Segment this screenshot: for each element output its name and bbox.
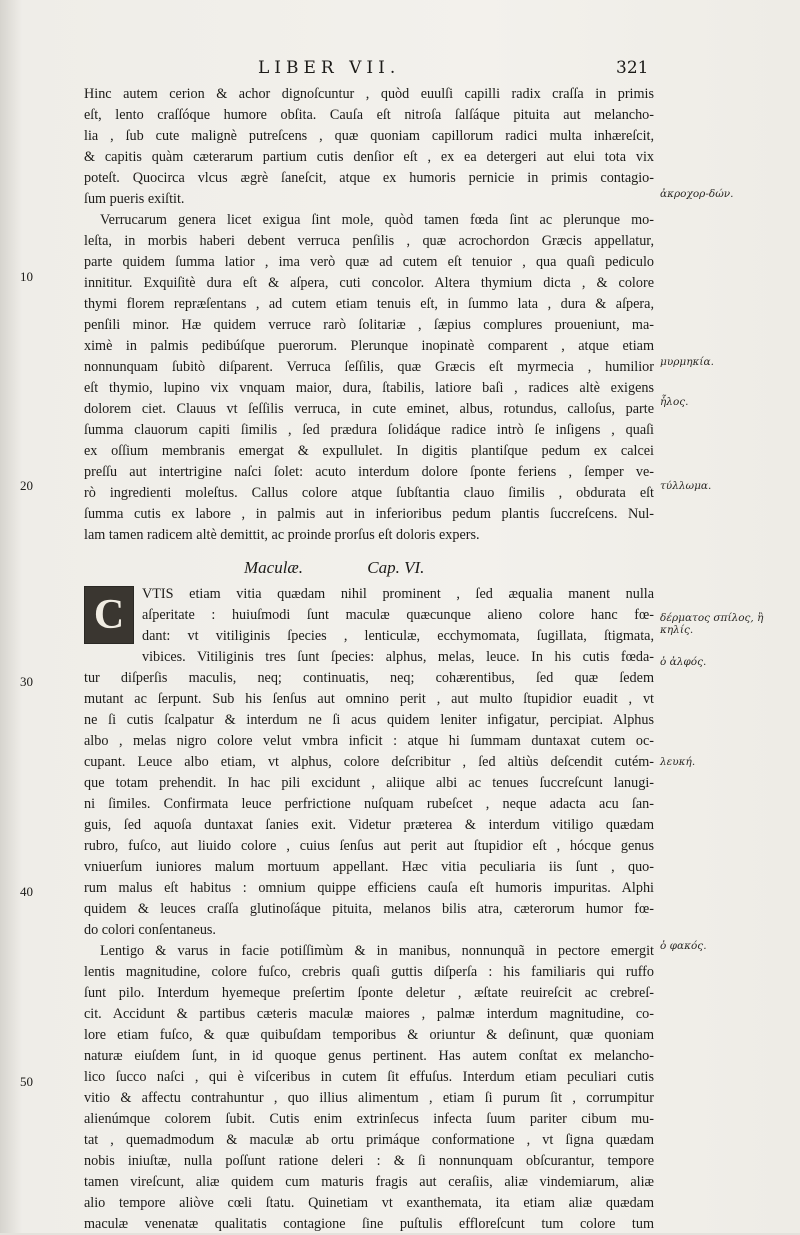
- line-number: 10: [20, 269, 33, 284]
- margin-note: δέρματος σπίλος, ἢ κηλίς.: [660, 612, 764, 636]
- text-line: cit. Accidunt & partibus cæteris maculæ maiores , palmæ interdum magnitudine, co-: [84, 1006, 654, 1022]
- text-line: poteſt. Quocirca vlcus ægrè ſaneſcit, atque ex humoris pernicie in primis contagio-: [84, 170, 654, 186]
- text-line: lentis magnitudine, colore fuſco, crebris quaſi guttis diſperſa : his familiaris qui ruffo: [84, 964, 654, 980]
- text-line: vibices. Vitiliginis tres ſunt ſpecies: alphus, melas, leuce. In his cutis fœda-: [142, 649, 654, 665]
- text-line: & capitis quàm cæterarum partium cutis denſior eſt , ex ea detergeri aut elui tota vix: [84, 149, 654, 165]
- margin-note: ὁ ἀλφός.: [660, 656, 707, 668]
- page-header: [0, 58, 800, 82]
- text-line: VTIS etiam vitia quædam nihil prominent , ſed æqualia manent nulla: [142, 586, 654, 602]
- text-line: cupant. Leuce albo etiam, vt alphus, colore deſcribitur , ſed altiùs deſcendit cutém-: [84, 754, 654, 770]
- running-title: LIBER VII.: [258, 58, 401, 78]
- text-line: tamen vireſcunt, aliæ quidem cum maturis fragis aut ceraſiis, aliæ vindemiarum, aliæ: [84, 1174, 654, 1190]
- text-line: aſperitate : huiuſmodi ſunt maculæ quæcunque alieno colore hanc fœ-: [142, 607, 654, 623]
- text-line: rum malus eſt habitus : omnium quippe efficiens cauſa eſt humoris impuritas. Alphi: [84, 880, 654, 896]
- text-line: ximè in palmis pedibúſque puerorum. Plerunque inopinatè comparent , atque etiam: [84, 338, 654, 354]
- text-line: penſili minor. Hæ quidem verruce rarò ſolitariæ , ſæpius complures proueniunt, ma-: [84, 317, 654, 333]
- text-line: lam tamen radicem altè demittit, ac proinde prorſus eſt doloris expers.: [84, 527, 480, 543]
- text-line: Hinc autem cerion & achor dignoſcuntur , quòd euulſi capilli radix craſſa in primis: [84, 86, 654, 102]
- page-number: 321: [616, 58, 649, 78]
- text-line: ſumma cutis ex labore , in palmis aut in inferioribus pedum plantis ſuccreſcens. Nul-: [84, 506, 654, 522]
- decorated-initial: C: [84, 586, 134, 644]
- line-number: 40: [20, 884, 33, 899]
- text-line: maculæ venenatæ qualitatis contagione ſine puſtulis effloreſcunt tum colore tum: [84, 1216, 654, 1232]
- text-line: albo , melas nigro colore velut vmbra inficit : atque hi ſummam duntaxat cutem oc-: [84, 733, 654, 749]
- chapter-title: Maculæ.: [244, 558, 304, 577]
- text-line: rò ingredienti moleſtus. Callus colore atque ſubſtantia clauo ſimilis , obdurata eſt: [84, 485, 654, 501]
- section-verrucae: [84, 84, 654, 546]
- text-line: nobis iniuſtæ, nulla poſſunt ratione deleri : & ſi nonnunquam obſcurantur, tempore: [84, 1153, 654, 1169]
- text-line: que totam prehendit. In hac pili excidunt , aliique albi ac tenues ſuccreſcunt lanugi-: [84, 775, 654, 791]
- text-line: tur diſperſis maculis, neq; continuatis, neq; cohærentibus, ſed quæ ſedem: [84, 670, 654, 686]
- line-number: 50: [20, 1074, 33, 1089]
- text-line: lia , ſub cute malignè putreſcens , quæ quoniam capillorum radici multa inhæreſcit,: [84, 128, 654, 144]
- text-line: Lentigo & varus in facie potiſſimùm & in manibus, nonnunquã in pectore emergit: [100, 943, 654, 959]
- text-line: rubro, fuſco, aut liuido colore , cuius ſenſus aut perit aut ſtupidior eſt , hócque genus: [84, 838, 654, 854]
- text-line: ni ſimiles. Confirmata leuce perfrictione nuſquam rubeſcet , neque adacta acu ſan-: [84, 796, 654, 812]
- section-maculae: [84, 584, 654, 1235]
- chapter-number: Cap. VI.: [367, 558, 425, 577]
- text-line: eſt thymio, lupino vix vnquam maior, dura, ſtabilis, latiore baſi , radices altè exigens: [84, 380, 654, 396]
- text-line: vniuerſum iuniores malum mortuum appellant. Hæc vitia peculiaria iis ſunt , quo-: [84, 859, 654, 875]
- text-line: mutant ac ſerpunt. Sub his ſenſus aut omnino perit , aut multo ſtupidior euadit , vt: [84, 691, 654, 707]
- text-line: ſumma clauorum capiti ſimilis , ſed prædura ſolidáque radice intrò ſe inſigens , quaſi: [84, 422, 654, 438]
- margin-note: ὁ φακός.: [660, 940, 707, 952]
- text-line: nonnunquam ſubitò diſparent. Verruca ſeſſilis, quæ Græcis eſt myrmecia , humilior: [84, 359, 654, 375]
- margin-note: τύλλωμα.: [660, 480, 712, 492]
- text-line: ſunt pilo. Interdum hyemeque preſertim ſponte deletur , æſtate reuireſcit ac crebreſ-: [84, 985, 654, 1001]
- text-line: dant: vt vitiliginis ſpecies , lenticulæ, ecchymomata, ſugillata, ſtigmata,: [142, 628, 654, 644]
- text-line: quidem & leuces craſſa glutinoſáque pituita, melanos bilis atra, cæterorum humor fœ-: [84, 901, 654, 917]
- margin-note: λευκή.: [660, 756, 696, 768]
- text-line: naturæ eiuſdem ſunt, in id quoque genus pertinent. Has autem conſtat ex melancho-: [84, 1048, 654, 1064]
- margin-note: ἧλος.: [660, 396, 689, 408]
- text-line: tat , quemadmodum & maculæ ab ortu primáque conformatione , vt ſigna quædam: [84, 1132, 654, 1148]
- margin-note: μυρμηκία.: [660, 356, 714, 368]
- text-line: lore etiam fuſco, & quæ quibuſdam temporibus & oriuntur & deſinunt, quæ quoniam: [84, 1027, 654, 1043]
- text-line: do colori conſentaneus.: [84, 922, 216, 938]
- text-line: Verrucarum genera licet exigua ſint mole, quòd tamen fœda ſint ac plerunque mo-: [100, 212, 654, 228]
- text-line: parte quidem ſumma latior , ima verò quæ ad cutem eſt tenuior , qua quaſi pediculo: [84, 254, 654, 270]
- text-line: ſum pueris exiſtit.: [84, 191, 185, 207]
- text-line: eſt, lento craſſóque humore obſita. Cauſa eſt nitroſa ſalſáque pituita aut melancho-: [84, 107, 654, 123]
- text-line: innititur. Exquiſitè dura eſt & aſpera, cuti concolor. Altera thymium dicta , & colore: [84, 275, 654, 291]
- chapter-heading: [84, 546, 654, 584]
- text-line: thymi florem repræſentans , ad cutem etiam tenuis eſt, in ſummo lata , dura & aſpera,: [84, 296, 654, 312]
- text-line: leſta, in morbis haberi debent verruca penſilis , quæ acrochordon Græcis appellatur,: [84, 233, 654, 249]
- text-line: lico ſucco naſci , qui è viſceribus in cutem ſit effuſus. Interdum etiam peculiari cutis: [84, 1069, 654, 1085]
- text-line: alienúmque colorem ſubit. Cutis enim extrinſecus infecta ſuum pariter cibum mu-: [84, 1111, 654, 1127]
- text-line: dolorem ciet. Clauus vt ſeſſilis verruca, in cute eminet, albus, rotundus, calloſus, parte: [84, 401, 654, 417]
- text-line: guis, ſed aquoſa duntaxat ſanies exit. Videtur præterea & interdum vitiligo quædam: [84, 817, 654, 833]
- text-line: ex oſſium membranis emergat & expullulet. In digitis plantiſque pedum ex calcei: [84, 443, 654, 459]
- body-text: [84, 84, 654, 1235]
- text-line: vitio & affectu contrahuntur , quo illius alimentum , etiam ſi purum ſit , corrumpitur: [84, 1090, 654, 1106]
- text-line: preſſu aut intertrigine naſci ſolet: acuto interdum dolore ſponte feriens , ſemper ve-: [84, 464, 654, 480]
- line-number: 20: [20, 478, 33, 493]
- text-line: alio tempore aliòve cœli ſtatu. Quinetiam vt exanthemata, ita etiam aliæ quædam: [84, 1195, 654, 1211]
- margin-note: ἀκροχορ-δών.: [660, 188, 734, 200]
- text-line: ne ſi cutis ſcalpatur & interdum ne ſi acus quidem leniter infigatur, percipiat. Alphus: [84, 712, 654, 728]
- line-number: 30: [20, 674, 33, 689]
